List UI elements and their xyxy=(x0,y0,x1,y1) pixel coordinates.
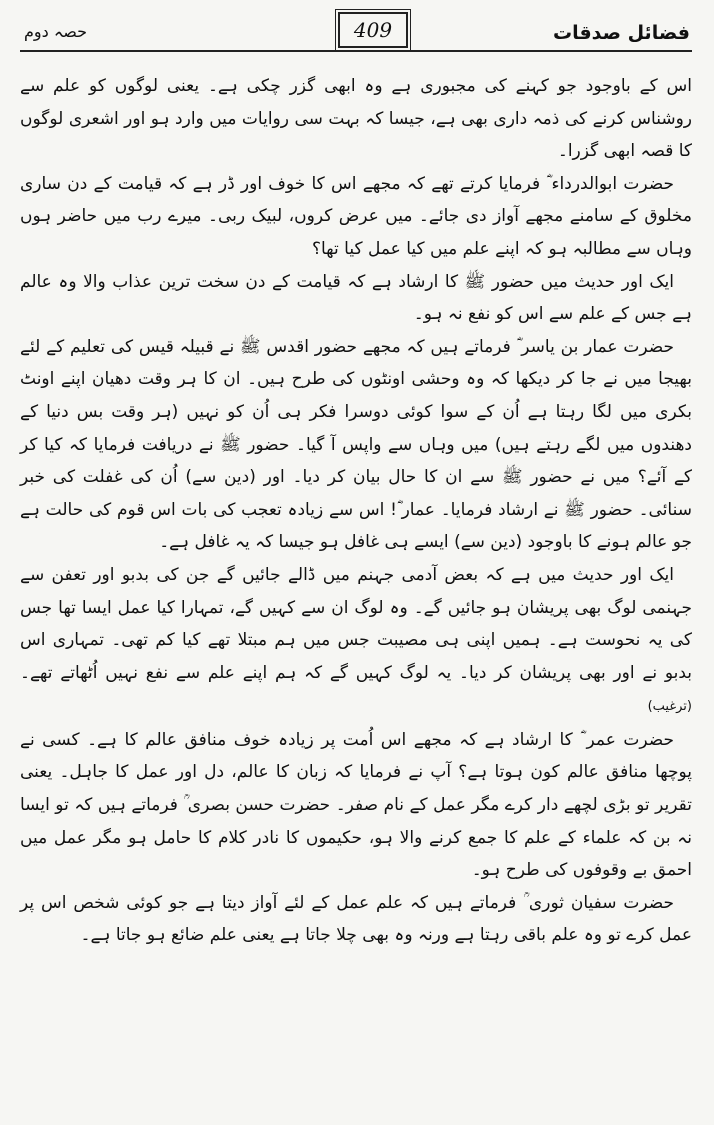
paragraph-7: حضرت سفیان ثوری ؒ فرماتے ہیں کہ علم عمل کے لئے آواز دیتا ہے جو کوئی شخص اس پر عمل کرے تو وہ علم باقی رہتا ہے ورنہ وہ بھی چلا جاتا ہے یعنی علم ضائع ہو جاتا ہے۔ xyxy=(20,892,692,946)
paragraph-5 xyxy=(20,559,692,724)
book-title: فضائل صدقات xyxy=(552,22,690,44)
page-number: 409 xyxy=(338,12,408,48)
paragraph-4: حضرت عمار بن یاسر ؓ فرماتے ہیں کہ مجھے حضور اقدس ﷺ نے قبیلہ قیس کی تعلیم کے لئے بھیجا میں نے جا کر دیکھا کہ وہ وحشی اونٹوں کی طرح ہیں۔ ان کا ہر وقت دھیان اپنے اونٹ بکری میں لگا رہتا ہے اُن کے سوا کوئی دوسرا فکر ہی اُن کو نہیں (ہر وقت بس دنیا کے دھندوں میں لگے رہتے ہیں) میں وہاں سے واپس آ گیا۔ حضور ﷺ نے دریافت فرمایا کہ کیا کر کے آئے؟ میں نے حضور ﷺ سے ان کا حال بیان کر دیا۔ اور (دین سے) اُن کی غفلت کی خبر سنائی۔ حضور ﷺ نے ارشاد فرمایا۔ عمار ؓ! اس سے زیادہ تعجب کی بات اس قوم کی حالت ہے جو عالم ہونے کا باوجود (دین سے) ایسے ہی غافل ہو جیسا کہ یہ غافل ہے۔ xyxy=(20,336,692,553)
paragraph-3: ایک اور حدیث میں حضور ﷺ کا ارشاد ہے کہ قیامت کے دن سخت ترین عذاب والا وہ عالم ہے جس کے علم سے اس کو نفع نہ ہو۔ xyxy=(20,271,692,325)
page-header xyxy=(20,8,692,52)
page-body xyxy=(20,70,692,952)
paragraph-5-text: ایک اور حدیث میں ہے کہ بعض آدمی جہنم میں ڈالے جائیں گے جن کی بدبو اور تعفن سے جہنمی لوگ بھی پریشان ہو جائیں گے۔ وہ لوگ ان سے کہیں گے، تمہارا کیا عمل ایسا تھا جس کی یہ نحوست ہے۔ ہمیں اپنی ہی مصیبت جس میں ہم مبتلا تھے کیا کم تھی۔ تمہاری اس بدبو نے اور بھی پریشان کر دیا۔ یہ لوگ کہیں گے کہ ہم اپنے علم سے نفع نہیں اُٹھاتے تھے۔ xyxy=(20,564,692,683)
paragraph-2: حضرت ابوالدرداء ؓ فرمایا کرتے تھے کہ مجھے اس کا خوف اور ڈر ہے کہ قیامت کے دن ساری مخلوق کے سامنے مجھے آواز دی جائے۔ میں عرض کروں، لبیک ربی۔ میرے رب میں حاضر ہوں وہاں سے مطالبہ ہو کہ اپنے علم میں کیا عمل کیا تھا؟ xyxy=(20,173,692,259)
paragraph-6: حضرت عمر ؓ کا ارشاد ہے کہ مجھے اس اُمت پر زیادہ خوف منافق عالم کا ہے۔ کسی نے پوچھا منافق عالم کون ہوتا ہے؟ آپ نے فرمایا کہ زبان کا عالم، دل اور عمل کا جاہل۔ یعنی تقریر تو بڑی لچھے دار کرے مگر عمل کے نام صفر۔ حضرت حسن بصری ؒ فرماتے ہیں کہ تو ایسا نہ بن کہ علماء کے علم کا جمع کرنے والا ہو، حکیموں کا نادر کلام کا حامل ہو مگر عمل میں احمق بے وقوفوں کی طرح ہو۔ xyxy=(20,729,692,881)
section-label: حصہ دوم xyxy=(24,22,87,41)
paragraph-1: اس کے باوجود جو کہنے کی مجبوری ہے وہ ابھی گزر چکی ہے۔ یعنی لوگوں کو علم سے روشناس کرنے کی ذمہ داری بھی ہے، جیسا کہ بہت سی روایات میں وارد ہو اور اشعری لوگوں کا قصہ ابھی گزرا۔ xyxy=(20,76,692,162)
reference-citation: (ترغیب) xyxy=(647,699,692,715)
